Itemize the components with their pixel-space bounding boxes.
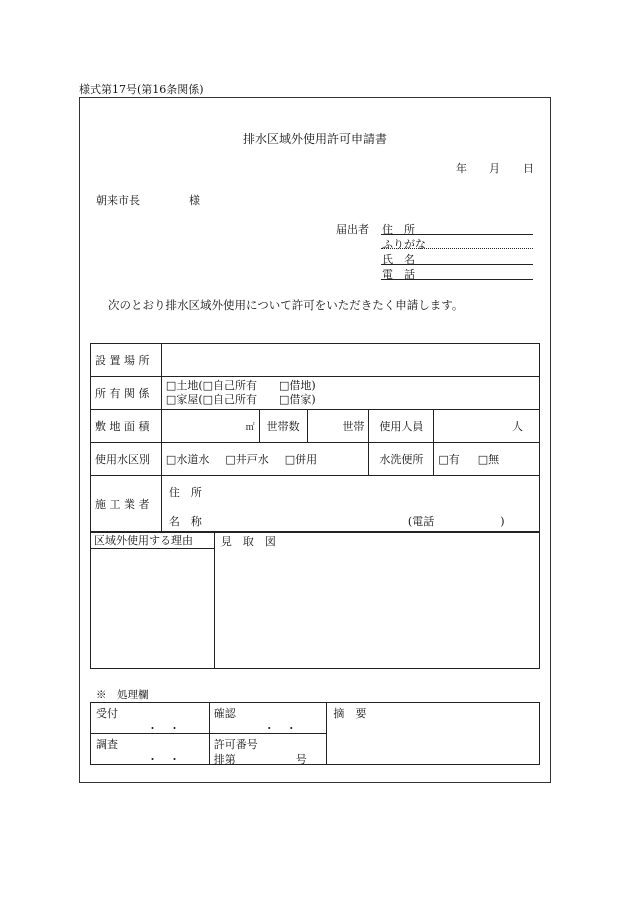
survey-cell[interactable] xyxy=(91,734,210,765)
addressee-honorific: 様 xyxy=(189,194,200,207)
addressee-name: 朝来市長 xyxy=(96,194,140,207)
flush-toilet-options xyxy=(434,443,540,476)
contractor-field[interactable] xyxy=(161,476,539,533)
sketch-label: 見 取 図 xyxy=(220,535,276,548)
location-label: 設 置 場 所 xyxy=(91,344,162,377)
ownership-house-option[interactable]: □家屋(□自己所有 □借家) xyxy=(165,393,316,406)
ownership-options[interactable] xyxy=(161,377,539,410)
permit-number-cell[interactable] xyxy=(209,734,327,765)
processing-table xyxy=(90,702,540,765)
processing-heading: ※ 処理欄 xyxy=(96,689,149,701)
applicant-address-line[interactable] xyxy=(381,234,533,235)
flush-toilet-label: 水洗便所 xyxy=(369,443,434,476)
form-title: 排水区域外使用許可申請書 xyxy=(242,132,387,146)
site-area-label: 敷 地 面 積 xyxy=(91,410,162,443)
households-unit: 世帯 xyxy=(342,420,365,433)
summary-cell[interactable] xyxy=(327,703,540,765)
water-option-well[interactable]: □井戸水 xyxy=(225,453,269,466)
water-type-options xyxy=(161,443,369,476)
households-field[interactable] xyxy=(307,410,369,443)
date-day-label: 日 xyxy=(523,162,534,175)
form-reference: 様式第17号(第16条関係) xyxy=(79,83,204,96)
confirmed-date: ・ ・ xyxy=(263,722,297,735)
contractor-phone-label: (電話 ) xyxy=(407,515,505,528)
table-row xyxy=(91,476,540,533)
applicant-furigana-label: ふりがな xyxy=(382,238,426,251)
water-option-tap[interactable]: □水道水 xyxy=(165,453,210,466)
confirmed-cell[interactable] xyxy=(209,703,327,734)
applicant-phone-label: 電 話 xyxy=(382,268,415,281)
site-area-field[interactable] xyxy=(161,410,259,443)
sketch-area[interactable] xyxy=(214,532,539,669)
contractor-address-label: 住 所 xyxy=(168,486,202,499)
survey-label: 調査 xyxy=(96,738,118,751)
applicant-phone-line[interactable] xyxy=(381,279,533,280)
reason-sketch-table xyxy=(90,531,540,669)
applicant-name-label: 氏 名 xyxy=(382,253,415,266)
table-row xyxy=(91,410,540,443)
table-row xyxy=(91,344,540,377)
contractor-name-label: 名 称 xyxy=(168,515,202,528)
contractor-label: 施 工 業 者 xyxy=(91,476,162,533)
flush-option-yes[interactable]: □有 xyxy=(438,453,460,466)
applicant-address-label: 住 所 xyxy=(382,223,415,236)
confirmed-label: 確認 xyxy=(213,707,236,720)
summary-label: 摘 要 xyxy=(333,707,367,720)
date-month-label: 月 xyxy=(489,162,500,175)
ownership-land-option[interactable]: □土地(□自己所有 □借地) xyxy=(165,379,316,392)
received-label: 受付 xyxy=(96,707,118,720)
flush-option-no[interactable]: □無 xyxy=(477,453,500,466)
users-field[interactable] xyxy=(434,410,540,443)
applicant-name-line[interactable] xyxy=(381,264,533,265)
application-table xyxy=(90,343,540,533)
reason-label: 区域外使用する理由 xyxy=(91,532,215,549)
permit-number-suffix: 号 xyxy=(295,753,307,766)
applicant-label: 届出者 xyxy=(336,223,369,236)
reason-field[interactable] xyxy=(91,549,215,669)
users-unit: 人 xyxy=(512,420,523,433)
survey-date: ・ ・ xyxy=(147,753,180,766)
applicant-furigana-line[interactable] xyxy=(381,248,533,249)
water-option-both[interactable]: □併用 xyxy=(284,453,318,466)
received-date: ・ ・ xyxy=(147,722,180,735)
users-label: 使用人員 xyxy=(369,410,434,443)
date-year-label: 年 xyxy=(456,162,467,175)
households-label: 世帯数 xyxy=(259,410,307,443)
location-field[interactable] xyxy=(161,344,539,377)
request-statement: 次のとおり排水区域外使用について許可をいただきたく申請します。 xyxy=(108,298,464,312)
received-cell[interactable] xyxy=(91,703,210,734)
table-row xyxy=(91,377,540,410)
permit-number-label: 許可番号 xyxy=(213,738,258,751)
permit-number-prefix: 排第 xyxy=(213,753,236,766)
ownership-label: 所 有 関 係 xyxy=(91,377,162,410)
table-row xyxy=(91,443,540,476)
site-area-unit: ㎡ xyxy=(245,422,255,433)
water-type-label: 使用水区別 xyxy=(91,443,162,476)
